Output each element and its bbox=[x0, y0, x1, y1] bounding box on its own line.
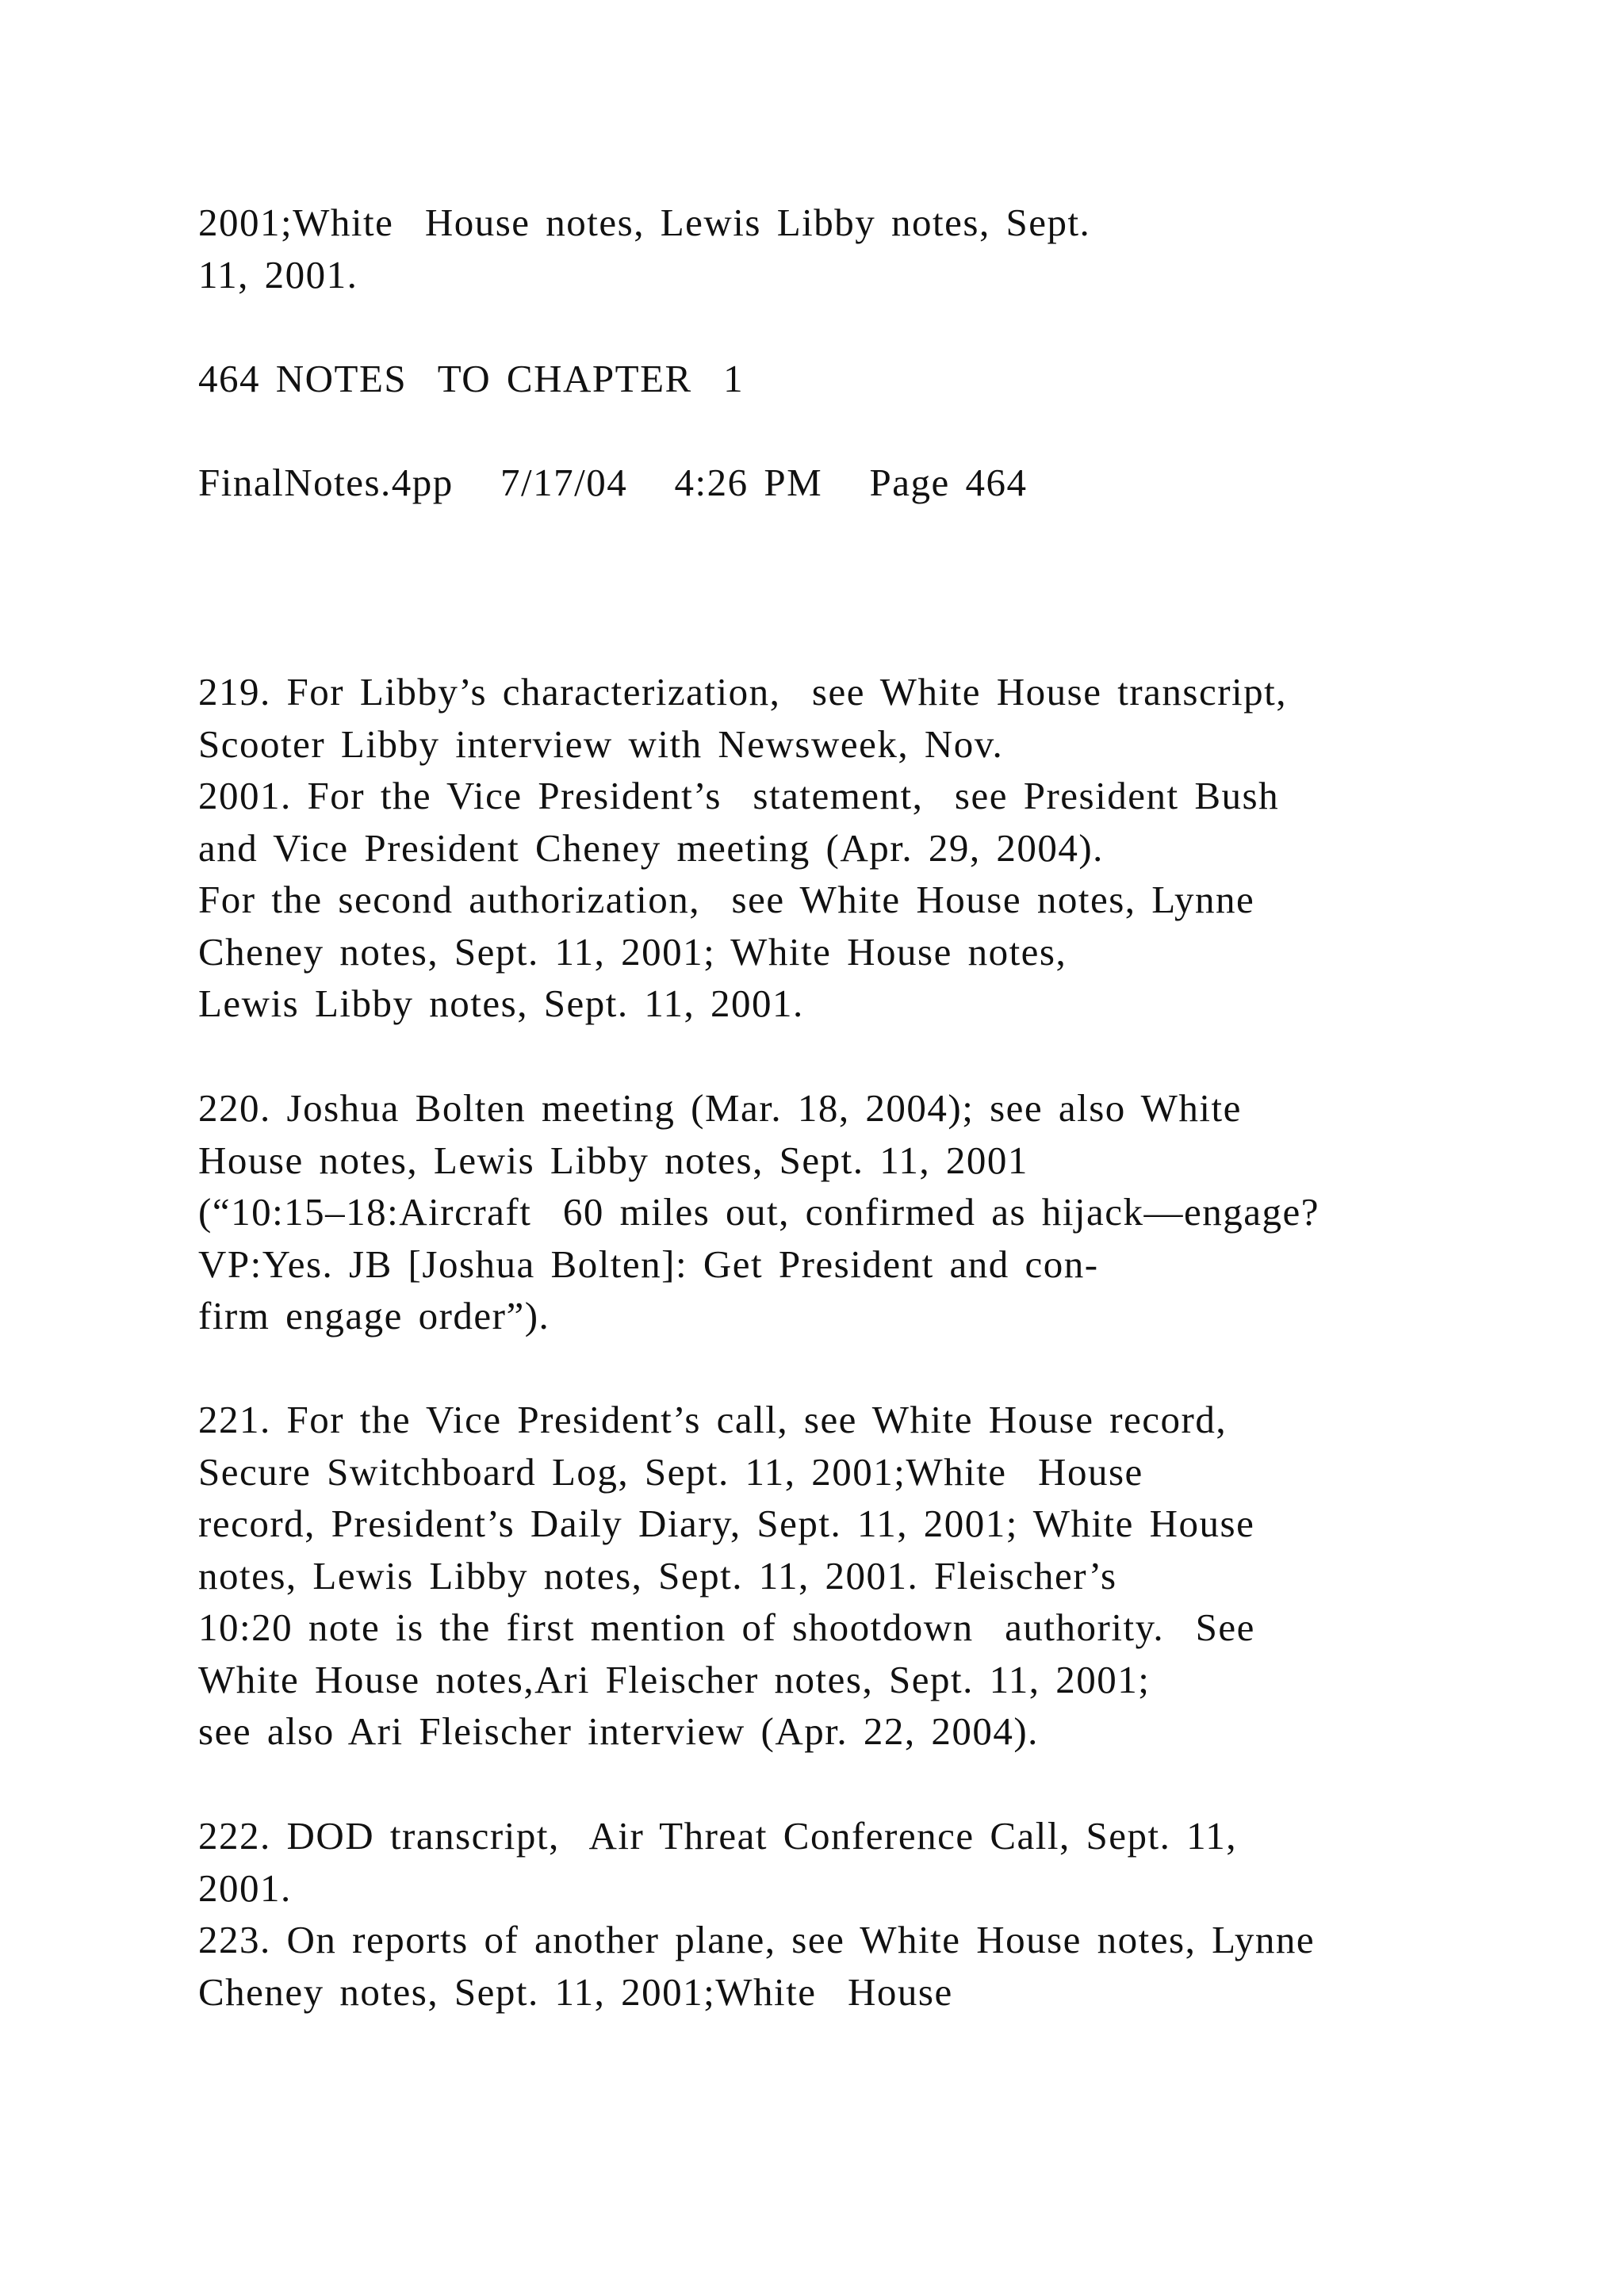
text-line: record, President’s Daily Diary, Sept. 11, 2001; White House bbox=[198, 1502, 1255, 1545]
text-line: 219. For Libby’s characterization, see White House transcript, bbox=[198, 670, 1288, 714]
continued-note-fragment bbox=[198, 197, 1546, 300]
text-line: and Vice President Cheney meeting (Apr. 29, 2004). bbox=[198, 825, 1104, 870]
running-head bbox=[198, 353, 1546, 405]
text-line: Secure Switchboard Log, Sept. 11, 2001;White House bbox=[198, 1449, 1143, 1494]
text-line: House notes, Lewis Libby notes, Sept. 11, 2001 bbox=[198, 1138, 1028, 1182]
text-line: 223. On reports of another plane, see White House notes, Lynne bbox=[198, 1918, 1316, 1961]
file-info-text: FinalNotes.4pp 7/17/04 4:26 PM Page 464 bbox=[198, 461, 1028, 504]
text-line: Scooter Libby interview with Newsweek, Nov. bbox=[198, 721, 1004, 766]
text-line: (“10:15–18:Aircraft 60 miles out, confirmed as hijack—engage? bbox=[198, 1190, 1320, 1234]
text-line: 2001. For the Vice President’s statement, see President Bush bbox=[198, 774, 1280, 817]
text-line: Lewis Libby notes, Sept. 11, 2001. bbox=[198, 982, 804, 1025]
text-line: For the second authorization, see White House notes, Lynne bbox=[198, 878, 1255, 921]
text-line: Cheney notes, Sept. 11, 2001;White House bbox=[198, 1969, 953, 2014]
text-line: 11, 2001. bbox=[198, 252, 358, 297]
text-line: 2001;White House notes, Lewis Libby notes, Sept. bbox=[198, 201, 1091, 244]
note-221 bbox=[198, 1394, 1546, 1758]
text-line: see also Ari Fleischer interview (Apr. 22, 2004). bbox=[198, 1709, 1039, 1753]
note-220 bbox=[198, 1082, 1546, 1342]
text-line: 222. DOD transcript, Air Threat Conference Call, Sept. 11, bbox=[198, 1814, 1238, 1858]
note-222-223 bbox=[198, 1810, 1546, 2018]
text-line: firm engage order”). bbox=[198, 1294, 550, 1337]
text-line: notes, Lewis Libby notes, Sept. 11, 2001. Fleischer’s bbox=[198, 1553, 1117, 1598]
text-line: 221. For the Vice President’s call, see White House record, bbox=[198, 1398, 1228, 1441]
text-line: 2001. bbox=[198, 1866, 292, 1910]
text-line: Cheney notes, Sept. 11, 2001; White House notes, bbox=[198, 929, 1067, 974]
text-line: White House notes,Ari Fleischer notes, Sept. 11, 2001; bbox=[198, 1657, 1151, 1701]
running-head-text: 464 NOTES TO CHAPTER 1 bbox=[198, 357, 745, 400]
text-line: 10:20 note is the first mention of shootdown authority. See bbox=[198, 1605, 1255, 1649]
text-line: 220. Joshua Bolten meeting (Mar. 18, 2004); see also White bbox=[198, 1086, 1242, 1130]
text-line: VP:Yes. JB [Joshua Bolten]: Get President and con- bbox=[198, 1242, 1099, 1286]
file-info bbox=[198, 457, 1546, 509]
note-219 bbox=[198, 666, 1546, 1030]
